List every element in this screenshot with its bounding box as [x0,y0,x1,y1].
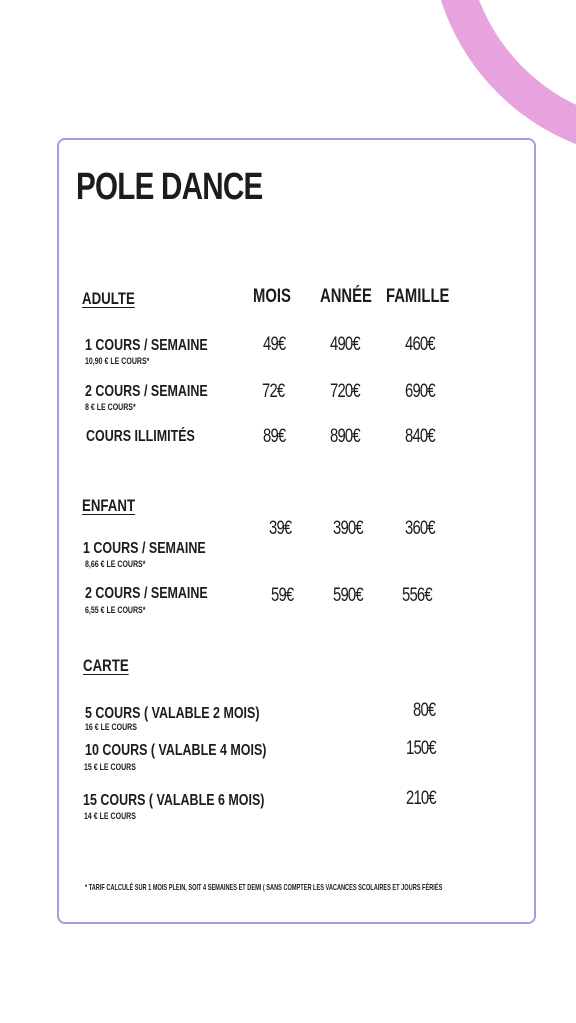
adulte-row-2-annee: 720€ [330,381,360,402]
column-header-annee: ANNÉE [320,286,372,307]
column-header-mois: MOIS [253,286,291,307]
enfant-row-1-label: 1 COURS / SEMAINE [83,540,206,557]
enfant-row-2-annee: 590€ [333,585,363,606]
carte-row-2-sub: 15 € LE COURS [84,762,136,772]
adulte-row-3-label: COURS ILLIMITÉS [86,428,195,445]
page-title: POLE DANCE [76,166,263,208]
column-header-famille: FAMILLE [386,286,450,307]
enfant-row-1-sub: 8,66 € LE COURS* [85,559,146,569]
carte-row-1-price: 80€ [413,700,436,721]
adulte-row-2-label: 2 COURS / SEMAINE [85,383,208,400]
carte-row-3-price: 210€ [406,788,436,809]
enfant-row-2-famille: 556€ [402,585,432,606]
enfant-row-2-mois: 59€ [271,585,294,606]
enfant-row-1-famille: 360€ [405,518,435,539]
section-heading-adulte: ADULTE [82,289,135,308]
adulte-row-1-sub: 10,90 € LE COURS* [85,356,150,366]
adulte-row-3-famille: 840€ [405,426,435,447]
adulte-row-1-famille: 460€ [405,334,435,355]
carte-row-3-label: 15 COURS ( VALABLE 6 MOIS) [83,792,265,809]
adulte-row-2-mois: 72€ [262,381,285,402]
enfant-row-1-mois: 39€ [269,518,292,539]
carte-row-2-label: 10 COURS ( VALABLE 4 MOIS) [85,742,267,759]
enfant-row-2-label: 2 COURS / SEMAINE [85,585,208,602]
adulte-row-1-mois: 49€ [263,334,286,355]
adulte-row-3-annee: 890€ [330,426,360,447]
section-heading-carte: CARTE [83,656,129,675]
adulte-row-2-sub: 8 € LE COURS* [85,402,136,412]
adulte-row-2-famille: 690€ [405,381,435,402]
enfant-row-1-annee: 390€ [333,518,363,539]
adulte-row-1-annee: 490€ [330,334,360,355]
carte-row-1-sub: 16 € LE COURS [85,722,137,732]
carte-row-2-price: 150€ [406,738,436,759]
adulte-row-3-mois: 89€ [263,426,286,447]
decorative-arc [430,0,576,160]
carte-row-3-sub: 14 € LE COURS [84,811,136,821]
enfant-row-2-sub: 6,55 € LE COURS* [85,605,146,615]
adulte-row-1-label: 1 COURS / SEMAINE [85,337,208,354]
section-heading-enfant: ENFANT [82,496,136,515]
footnote: * TARIF CALCULÉ SUR 1 MOIS PLEIN, SOIT 4 SEMAINES ET DEMI ( SANS COMPTER LES VACANCES SCOLAIRES ET JOURS FÉRIÉS [85,882,443,892]
carte-row-1-label: 5 COURS ( VALABLE 2 MOIS) [85,705,260,722]
